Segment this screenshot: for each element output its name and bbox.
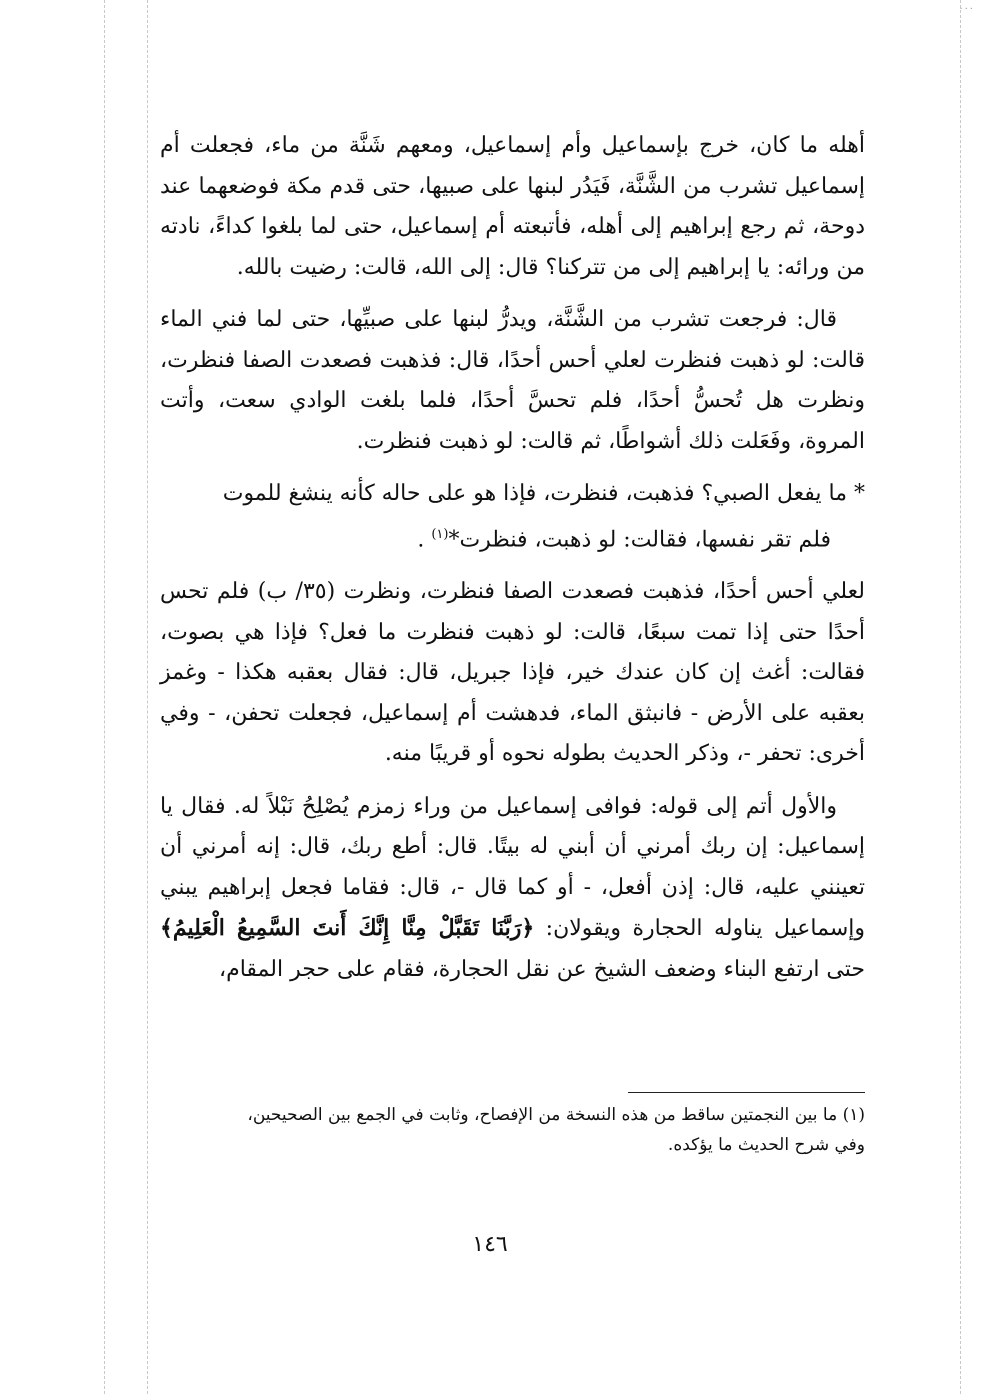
footnote-1-line-1: (١) ما بين النجمتين ساقط من هذه النسخة من الإفصاح، وثابت في الجمع بين الصحيحين،: [247, 1105, 865, 1125]
paragraph-2-text: قال: فرجعت تشرب من الشَّنَّة، ويدرُّ لبنها على صبيِّها، حتى لما فني الماء قالت: لو ذهبت فنظرت لعلي أحس أحدًا، قال: فذهبت فصعدت الصفا فنظرت، ونظرت هل تُحسُّ أحدًا، فلم تحسَّ أحدًا، فلما بلغت الوادي سعت، وأتت المروة، وفَعَلت ذلك أشواطًا، ثم قالت: لو ذهبت فنظرت.: [160, 307, 865, 454]
paragraph-4: [160, 787, 865, 991]
paragraph-1: أهله ما كان، خرج بإسماعيل وأم إسماعيل، ومعهم شَنَّة من ماء، فجعلت أم إسماعيل تشرب من الشَّنَّة، فَيَدُر لبنها على صبيها، حتى قدم مكة فوضعهما عند دوحة، ثم رجع إبراهيم إلى أهله، فأتبعته أم إسماعيل، حتى لما بلغوا كداءً، نادته من ورائه: يا إبراهيم إلى من تتركنا؟ قال: إلى الله، قالت: رضيت بالله.: [160, 133, 865, 280]
quote-line-2-text: فلم تقر نفسها، فقالت: لو ذهبت، فنظرت*: [448, 526, 831, 552]
footnotes: [160, 1100, 865, 1160]
footnote-separator: [628, 1092, 865, 1093]
main-text: [160, 126, 865, 1002]
quote-line-1: * ما يفعل الصبي؟ فذهبت، فنظرت، فإذا هو على حاله كأنه ينشغ للموت: [222, 481, 865, 506]
paragraph-4-text: والأول أتم إلى قوله: فوافى إسماعيل من وراء زمزم يُصْلِحُ نَبْلاً له. فقال يا إسماعيل: إن ربك أمرني أن أبني له بيتًا. قال: أطع ربك، قال: إنه أمرني أن تعينني عليه، قال: إذن أفعل، - أو كما قال -، قال: فقاما فجعل إبراهيم يبني وإسماعيل يناوله الحجارة ويقولان:: [160, 793, 865, 942]
footnote-marker: (١): [431, 526, 449, 542]
margin-guide-right: [960, 0, 961, 1394]
footnote-1-line-2: وفي شرح الحديث ما يؤكده.: [667, 1135, 865, 1155]
corner-marks: ···: [959, 4, 975, 15]
margin-guide-left-inner: [147, 0, 148, 1394]
paragraph-2: [160, 300, 865, 462]
quoted-insertion: [160, 474, 865, 560]
paragraph-3: لعلي أحس أحدًا، فذهبت فصعدت الصفا فنظرت، ونظرت (٣٥/ ب) فلم تحس أحدًا حتى إذا تمت سبعًا، قالت: لو ذهبت فنظرت ما فعل؟ فإذا هي بصوت، فقالت: أغث إن كان عندك خير، فإذا جبريل، قال: فقال بعقبه هكذا - وغمز بعقبه على الأرض - فانبثق الماء، فدهشت أم إسماعيل، فجعلت تحفن، - وفي أخرى: تحفر -، وذكر الحديث بطوله نحوه أو قريبًا منه.: [160, 579, 866, 767]
page-number: ١٤٦: [472, 1232, 508, 1257]
quran-verse: ﴿رَبَّنَا تَقَبَّلْ مِنَّا إِنَّكَ أَنتَ السَّمِيعُ الْعَلِيمُ﴾: [160, 915, 535, 942]
closing-text: حتى ارتفع البناء وضعف الشيخ عن نقل الحجارة، فقام على حجر المقام،: [218, 956, 865, 982]
quote-line-2: فلم تقر نفسها، فقالت: لو ذهبت، فنظرت*$^{(١)}$ .: [417, 526, 831, 552]
margin-guide-left-outer: [104, 0, 105, 1394]
